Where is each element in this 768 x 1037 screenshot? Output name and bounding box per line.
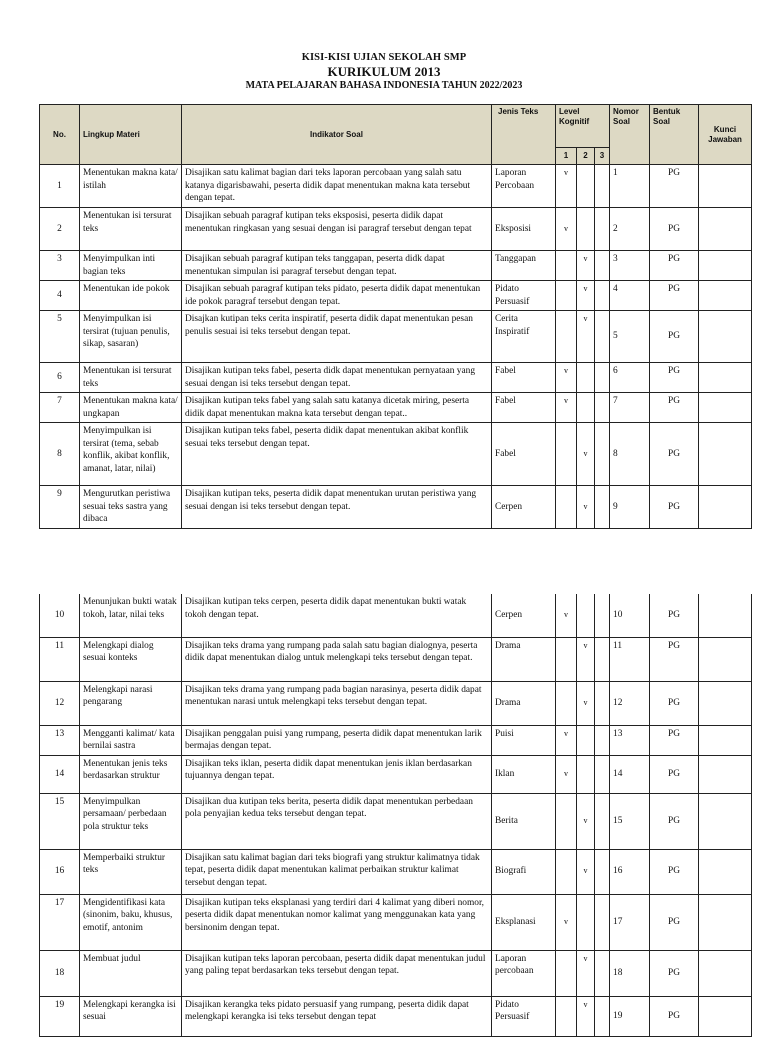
doc-title-line1: KISI-KISI UJIAN SEKOLAH SMP <box>301 52 467 63</box>
kisi-kisi-table-page2 <box>39 594 752 1037</box>
table-row <box>40 486 752 529</box>
level-3-check <box>595 637 610 681</box>
col-header-nomor-soal: Nomor Soal <box>610 105 650 165</box>
lingkup-materi-cell: Mengurutkan peristiwa sesuai teks sastra yang dibaca <box>80 486 182 529</box>
level-check-mark: v <box>556 755 577 793</box>
level-check-mark: v <box>577 996 595 1036</box>
jenis-teks-cell: Iklan <box>492 755 556 793</box>
nomor-soal-cell: 3 <box>610 251 650 281</box>
indikator-soal-cell: Disajikan teks drama yang rumpang pada salah satu bagian dialognya, peserta didik dapat menentukan dialog untuk melengkapi teks tersebut dengan tepat. <box>182 637 492 681</box>
nomor-soal-cell: 2 <box>610 208 650 251</box>
bentuk-soal-cell: PG <box>650 849 699 894</box>
level-check-mark: v <box>556 725 577 755</box>
lingkup-materi-cell: Menunjukan bukti watak tokoh, latar, nilai teks <box>80 594 182 637</box>
doc-title-line3: MATA PELAJARAN BAHASA INDONESIA TAHUN 2022/2023 <box>245 80 523 91</box>
level-2-check <box>577 594 595 637</box>
lingkup-materi-cell: Menentukan makna kata/ ungkapan <box>80 393 182 423</box>
level-2-check <box>577 393 595 423</box>
col-header-bentuk-soal: Bentuk Soal <box>650 105 699 165</box>
nomor-soal-cell: 9 <box>610 486 650 529</box>
bentuk-soal-cell: PG <box>650 423 699 486</box>
level-2-check <box>577 894 595 950</box>
level-1-check <box>556 849 577 894</box>
nomor-soal-cell: 12 <box>610 681 650 725</box>
jenis-teks-cell: Drama <box>492 681 556 725</box>
level-1-check <box>556 423 577 486</box>
level-1-check <box>556 950 577 996</box>
level-3-check <box>595 725 610 755</box>
kunci-jawaban-cell <box>699 311 752 363</box>
kunci-jawaban-cell <box>699 486 752 529</box>
lingkup-materi-cell: Menyimpulkan inti bagian teks <box>80 251 182 281</box>
level-2-check <box>577 208 595 251</box>
table-row <box>40 363 752 393</box>
jenis-teks-cell: Tanggapan <box>492 251 556 281</box>
level-1-check <box>556 311 577 363</box>
level-check-mark: v <box>577 486 595 529</box>
table-row <box>40 423 752 486</box>
level-3-check <box>595 950 610 996</box>
bentuk-soal-cell: PG <box>650 251 699 281</box>
table-row <box>40 251 752 281</box>
jenis-teks-cell: Biografi <box>492 849 556 894</box>
jenis-teks-cell: Cerpen <box>492 594 556 637</box>
indikator-soal-cell: Disajikan kutipan teks fabel, peserta didk dapat menentukan pernyataan yang sesuai dengan isi teks tersebut dengan tepat. <box>182 363 492 393</box>
bentuk-soal-cell: PG <box>650 755 699 793</box>
bentuk-soal-cell: PG <box>650 363 699 393</box>
nomor-soal-cell: 5 <box>610 311 650 363</box>
indikator-soal-cell: Disajikan teks drama yang rumpang pada bagian narasinya, peserta didik dapat menentukan narasi untuk melengkapi teks tersebut dengan tepat. <box>182 681 492 725</box>
jenis-teks-cell: Drama <box>492 637 556 681</box>
row-number: 6 <box>40 363 80 393</box>
kunci-jawaban-cell <box>699 208 752 251</box>
bentuk-soal-cell: PG <box>650 393 699 423</box>
nomor-soal-cell: 17 <box>610 894 650 950</box>
level-check-mark: v <box>577 950 595 996</box>
table-row <box>40 281 752 311</box>
table-row <box>40 594 752 637</box>
nomor-soal-cell: 14 <box>610 755 650 793</box>
col-header-level-3: 3 <box>595 148 610 165</box>
indikator-soal-cell: Disajikan sebuah paragraf kutipan teks eksposisi, peserta didik dapat menentukan ringkasan yang sesuai dengan isi paragraf tersebut dengan tepat <box>182 208 492 251</box>
level-3-check <box>595 894 610 950</box>
level-1-check <box>556 251 577 281</box>
level-3-check <box>595 681 610 725</box>
kunci-jawaban-cell <box>699 165 752 208</box>
level-1-check <box>556 681 577 725</box>
table-row <box>40 311 752 363</box>
kunci-jawaban-cell <box>699 637 752 681</box>
table-row <box>40 637 752 681</box>
bentuk-soal-cell: PG <box>650 281 699 311</box>
level-1-check <box>556 281 577 311</box>
level-check-mark: v <box>577 637 595 681</box>
jenis-teks-cell: Fabel <box>492 423 556 486</box>
lingkup-materi-cell: Menentukan jenis teks berdasarkan struktur <box>80 755 182 793</box>
lingkup-materi-cell: Menyimpulkan isi tersirat (tema, sebab konflik, akibat konflik, amanat, latar, nilai) <box>80 423 182 486</box>
nomor-soal-cell: 13 <box>610 725 650 755</box>
kunci-jawaban-cell <box>699 594 752 637</box>
kunci-jawaban-cell <box>699 251 752 281</box>
table-row <box>40 894 752 950</box>
jenis-teks-cell: Puisi <box>492 725 556 755</box>
level-3-check <box>595 208 610 251</box>
row-number: 7 <box>40 393 80 423</box>
indikator-soal-cell: Disajikan dua kutipan teks berita, peserta didik dapat menentukan perbedaan pola penyajian kedua teks tersebut dengan tepat. <box>182 793 492 849</box>
table-row <box>40 681 752 725</box>
level-3-check <box>595 793 610 849</box>
level-1-check <box>556 637 577 681</box>
lingkup-materi-cell: Mengidentifikasi kata (sinonim, baku, khusus, emotif, antonim <box>80 894 182 950</box>
jenis-teks-cell: Pidato Persuasif <box>492 281 556 311</box>
row-number: 11 <box>40 637 80 681</box>
bentuk-soal-cell: PG <box>650 996 699 1036</box>
jenis-teks-cell: Laporan percobaan <box>492 950 556 996</box>
nomor-soal-cell: 11 <box>610 637 650 681</box>
level-2-check <box>577 165 595 208</box>
kunci-jawaban-cell <box>699 423 752 486</box>
table-row <box>40 725 752 755</box>
level-check-mark: v <box>577 681 595 725</box>
indikator-soal-cell: Disajikan kutipan teks fabel yang salah satu katanya dicetak miring, peserta didik dapat menentukan makna kata tersebut dengan tepat.. <box>182 393 492 423</box>
bentuk-soal-cell: PG <box>650 894 699 950</box>
level-check-mark: v <box>556 363 577 393</box>
level-3-check <box>595 849 610 894</box>
kunci-jawaban-cell <box>699 849 752 894</box>
level-2-check <box>577 725 595 755</box>
kunci-jawaban-cell <box>699 793 752 849</box>
indikator-soal-cell: Disajikan kutipan teks, peserta didik dapat menentukan urutan peristiwa yang sesuai dengan isi teks tersebut dengan tepat. <box>182 486 492 529</box>
level-check-mark: v <box>556 208 577 251</box>
row-number: 8 <box>40 423 80 486</box>
row-number: 14 <box>40 755 80 793</box>
kunci-jawaban-cell <box>699 996 752 1036</box>
level-3-check <box>595 311 610 363</box>
jenis-teks-cell: Fabel <box>492 363 556 393</box>
col-header-no: No. <box>40 105 80 165</box>
bentuk-soal-cell: PG <box>650 725 699 755</box>
indikator-soal-cell: Disajikan sebuah paragraf kutipan teks tanggapan, peserta didk dapat menentukan simpulan isi paragraf tersebut dengan tepat. <box>182 251 492 281</box>
table-row <box>40 996 752 1036</box>
nomor-soal-cell: 18 <box>610 950 650 996</box>
level-check-mark: v <box>577 849 595 894</box>
kisi-kisi-table-page1 <box>39 104 752 529</box>
indikator-soal-cell: Disajikan penggalan puisi yang rumpang, peserta didik dapat menentukan larik bermajas dengan tepat. <box>182 725 492 755</box>
row-number: 15 <box>40 793 80 849</box>
level-check-mark: v <box>577 793 595 849</box>
row-number: 1 <box>40 165 80 208</box>
row-number: 16 <box>40 849 80 894</box>
level-3-check <box>595 996 610 1036</box>
lingkup-materi-cell: Mengganti kalimat/ kata bernilai sastra <box>80 725 182 755</box>
level-3-check <box>595 423 610 486</box>
row-number: 12 <box>40 681 80 725</box>
lingkup-materi-cell: Menentukan isi tersurat teks <box>80 363 182 393</box>
lingkup-materi-cell: Menentukan makna kata/ istilah <box>80 165 182 208</box>
lingkup-materi-cell: Menyimpulkan isi tersirat (tujuan penulis, sikap, sasaran) <box>80 311 182 363</box>
bentuk-soal-cell: PG <box>650 594 699 637</box>
lingkup-materi-cell: Menyimpulkan persamaan/ perbedaan pola struktur teks <box>80 793 182 849</box>
nomor-soal-cell: 10 <box>610 594 650 637</box>
indikator-soal-cell: Disajikan satu kalimat bagian dari teks laporan percobaan yang salah satu katanya digarisbawahi, peserta didik dapat menentukan makna kata tersebut dengan tepat. <box>182 165 492 208</box>
row-number: 19 <box>40 996 80 1036</box>
jenis-teks-cell: Cerita Inspiratif <box>492 311 556 363</box>
jenis-teks-cell: Laporan Percobaan <box>492 165 556 208</box>
bentuk-soal-cell: PG <box>650 793 699 849</box>
level-3-check <box>595 755 610 793</box>
bentuk-soal-cell: PG <box>650 637 699 681</box>
kunci-jawaban-cell <box>699 681 752 725</box>
table-row <box>40 849 752 894</box>
level-2-check <box>577 363 595 393</box>
row-number: 9 <box>40 486 80 529</box>
row-number: 4 <box>40 281 80 311</box>
kunci-jawaban-cell <box>699 393 752 423</box>
table-row <box>40 208 752 251</box>
row-number: 2 <box>40 208 80 251</box>
table-row <box>40 755 752 793</box>
indikator-soal-cell: Disajikan sebuah paragraf kutipan teks pidato, peserta didik dapat menentukan ide pokok paragraf tersebut dengan tepat. <box>182 281 492 311</box>
indikator-soal-cell: Disajikan kutipan teks cerpen, peserta didik dapat menentukan bukti watak tokoh dengan tepat. <box>182 594 492 637</box>
kunci-jawaban-cell <box>699 725 752 755</box>
jenis-teks-cell: Eksposisi <box>492 208 556 251</box>
jenis-teks-cell: Cerpen <box>492 486 556 529</box>
nomor-soal-cell: 19 <box>610 996 650 1036</box>
bentuk-soal-cell: PG <box>650 681 699 725</box>
row-number: 13 <box>40 725 80 755</box>
row-number: 17 <box>40 894 80 950</box>
nomor-soal-cell: 16 <box>610 849 650 894</box>
row-number: 3 <box>40 251 80 281</box>
col-header-level-1: 1 <box>556 148 577 165</box>
indikator-soal-cell: Disajikan teks iklan, peserta didik dapat menentukan jenis iklan berdasarkan tujuannya dengan tepat. <box>182 755 492 793</box>
row-number: 18 <box>40 950 80 996</box>
col-header-level-2: 2 <box>577 148 595 165</box>
col-header-lingkup-materi: Lingkup Materi <box>80 105 182 165</box>
level-check-mark: v <box>556 165 577 208</box>
row-number: 5 <box>40 311 80 363</box>
indikator-soal-cell: Disajikan satu kalimat bagian dari teks biografi yang struktur kalimatnya tidak tepat, peserta didik dapat menentukan kalimat perbaikan struktur kalimat tersebut dengan tepat. <box>182 849 492 894</box>
bentuk-soal-cell: PG <box>650 486 699 529</box>
kunci-jawaban-cell <box>699 950 752 996</box>
jenis-teks-cell: Berita <box>492 793 556 849</box>
level-1-check <box>556 486 577 529</box>
level-3-check <box>595 594 610 637</box>
level-check-mark: v <box>577 281 595 311</box>
bentuk-soal-cell: PG <box>650 165 699 208</box>
level-1-check <box>556 793 577 849</box>
indikator-soal-cell: Disajikan kerangka teks pidato persuasif yang rumpang, peserta didik dapat melengkapi kerangka isi teks tersebut dengan tepat <box>182 996 492 1036</box>
bentuk-soal-cell: PG <box>650 950 699 996</box>
bentuk-soal-cell: PG <box>650 208 699 251</box>
table-row <box>40 950 752 996</box>
indikator-soal-cell: Disajikan kutipan teks fabel, peserta didik dapat menentukan akibat konflik sesuai teks tersebut dengan tepat. <box>182 423 492 486</box>
lingkup-materi-cell: Melengkapi narasi pengarang <box>80 681 182 725</box>
col-header-level-kognitif: Level Kognitif <box>556 105 610 148</box>
level-3-check <box>595 281 610 311</box>
jenis-teks-cell: Pidato Persuasif <box>492 996 556 1036</box>
indikator-soal-cell: Disajikan kutipan teks laporan percobaan, peserta didik dapat menentukan judul yang paling tepat berdasarkan teks tersebut dengan tepat. <box>182 950 492 996</box>
level-check-mark: v <box>577 251 595 281</box>
nomor-soal-cell: 15 <box>610 793 650 849</box>
lingkup-materi-cell: Memperbaiki struktur teks <box>80 849 182 894</box>
indikator-soal-cell: Disajkan kutipan teks cerita inspiratif, peserta didik dapat menentukan pesan penulis sesuai isi teks tersebut dengan tepat. <box>182 311 492 363</box>
level-2-check <box>577 755 595 793</box>
level-3-check <box>595 486 610 529</box>
kunci-jawaban-cell <box>699 755 752 793</box>
nomor-soal-cell: 8 <box>610 423 650 486</box>
level-3-check <box>595 165 610 208</box>
nomor-soal-cell: 6 <box>610 363 650 393</box>
nomor-soal-cell: 7 <box>610 393 650 423</box>
kunci-jawaban-cell <box>699 363 752 393</box>
col-header-kunci-jawaban: Kunci Jawaban <box>699 105 752 165</box>
jenis-teks-cell: Eksplanasi <box>492 894 556 950</box>
level-check-mark: v <box>556 594 577 637</box>
nomor-soal-cell: 4 <box>610 281 650 311</box>
lingkup-materi-cell: Membuat judul <box>80 950 182 996</box>
table-row <box>40 793 752 849</box>
level-check-mark: v <box>556 393 577 423</box>
indikator-soal-cell: Disajikan kutipan teks eksplanasi yang terdiri dari 4 kalimat yang diberi nomor, peserta didik dapat menentukan nomor kalimat yang menggunakan kata yang bersinonim dengan tepat. <box>182 894 492 950</box>
col-header-jenis-teks: Jenis Teks <box>492 105 556 165</box>
lingkup-materi-cell: Melengkapi kerangka isi sesuai <box>80 996 182 1036</box>
lingkup-materi-cell: Menentukan isi tersurat teks <box>80 208 182 251</box>
level-check-mark: v <box>556 894 577 950</box>
level-3-check <box>595 363 610 393</box>
row-number: 10 <box>40 594 80 637</box>
level-check-mark: v <box>577 311 595 363</box>
nomor-soal-cell: 1 <box>610 165 650 208</box>
jenis-teks-cell: Fabel <box>492 393 556 423</box>
lingkup-materi-cell: Melengkapi dialog sesuai konteks <box>80 637 182 681</box>
col-header-indikator-soal: Indikator Soal <box>182 105 492 165</box>
lingkup-materi-cell: Menentukan ide pokok <box>80 281 182 311</box>
level-3-check <box>595 251 610 281</box>
bentuk-soal-cell: PG <box>650 311 699 363</box>
kunci-jawaban-cell <box>699 894 752 950</box>
level-1-check <box>556 996 577 1036</box>
level-3-check <box>595 393 610 423</box>
kunci-jawaban-cell <box>699 281 752 311</box>
doc-title-line2: KURIKULUM 2013 <box>327 64 441 79</box>
table-row <box>40 393 752 423</box>
table-row <box>40 165 752 208</box>
level-check-mark: v <box>577 423 595 486</box>
